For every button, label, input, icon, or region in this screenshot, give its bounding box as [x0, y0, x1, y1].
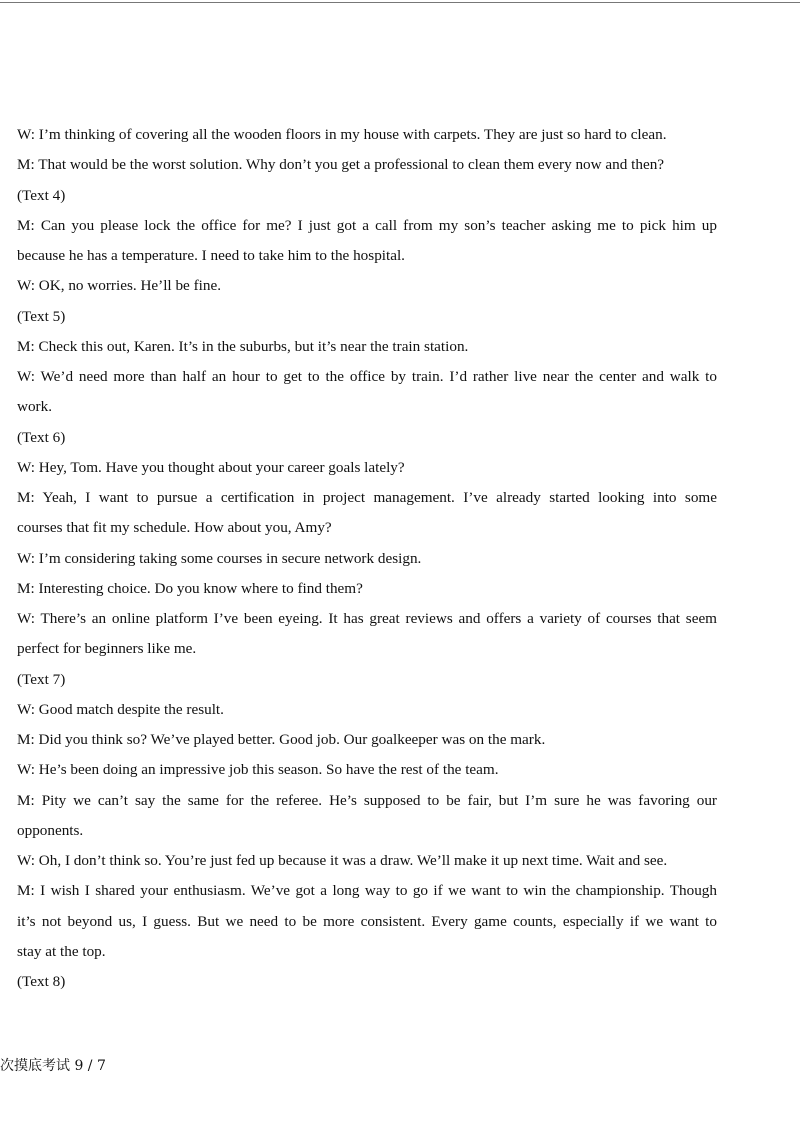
transcript-line: M: I wish I shared your enthusiasm. We’ve got a long way to go if we want to win the championship. Though: [17, 882, 717, 900]
transcript-line: W: Oh, I don’t think so. You’re just fed up because it was a draw. We’ll make it up next time. Wait and see.: [17, 852, 668, 869]
transcript-line: (Text 5): [17, 307, 66, 325]
page-footer: 次摸底考试 9 / 7: [0, 1058, 106, 1074]
transcript-line: W: Good match despite the result.: [17, 700, 224, 718]
transcript-line: M: Pity we can’t say the same for the referee. He’s supposed to be fair, but I’m sure he was favoring our: [17, 791, 717, 809]
transcript-line: M: That would be the worst solution. Why don’t you get a professional to clean them every now and then?: [17, 156, 665, 174]
transcript-line: opponents.: [17, 821, 84, 839]
transcript-line: (Text 7): [17, 670, 66, 688]
transcript-line: M: Yeah, I want to pursue a certification in project management. I’ve already started looking into some: [17, 489, 717, 506]
transcript-line: courses that fit my schedule. How about you, Amy?: [17, 519, 332, 537]
transcript-line: (Text 6): [17, 428, 66, 446]
transcript-line: because he has a temperature. I need to take him to the hospital.: [17, 247, 405, 264]
transcript-line: M: Did you think so? We’ve played better. Good job. Our goalkeeper was on the mark.: [17, 731, 546, 748]
transcript-line: W: Hey, Tom. Have you thought about your career goals lately?: [17, 458, 405, 476]
transcript-line: W: He’s been doing an impressive job this season. So have the rest of the team.: [17, 761, 499, 779]
transcript-line: work.: [17, 398, 53, 416]
transcript-line: (Text 8): [17, 973, 66, 990]
transcript-line: it’s not beyond us, I guess. But we need to be more consistent. Every game counts, especially if we want to: [17, 912, 717, 930]
transcript-body: [17, 120, 717, 997]
transcript-line: W: OK, no worries. He’ll be fine.: [17, 277, 221, 295]
transcript-line: W: We’d need more than half an hour to get to the office by train. I’d rather live near the center and walk to: [17, 368, 717, 385]
transcript-line: W: There’s an online platform I’ve been eyeing. It has great reviews and offers a variety of courses that seem: [17, 610, 717, 627]
transcript-line: W: I’m thinking of covering all the wooden floors in my house with carpets. They are just so hard to clean.: [17, 126, 667, 143]
transcript-line: M: Interesting choice. Do you know where to find them?: [17, 579, 363, 597]
transcript-line: M: Check this out, Karen. It’s in the suburbs, but it’s near the train station.: [17, 337, 469, 355]
top-rule: [0, 2, 800, 3]
transcript-line: W: I’m considering taking some courses in secure network design.: [17, 549, 422, 567]
transcript-line: perfect for beginners like me.: [17, 640, 197, 658]
transcript-line: (Text 4): [17, 186, 66, 204]
transcript-line: M: Can you please lock the office for me? I just got a call from my son’s teacher asking me to pick him up: [17, 216, 717, 234]
transcript-line: stay at the top.: [17, 942, 106, 960]
